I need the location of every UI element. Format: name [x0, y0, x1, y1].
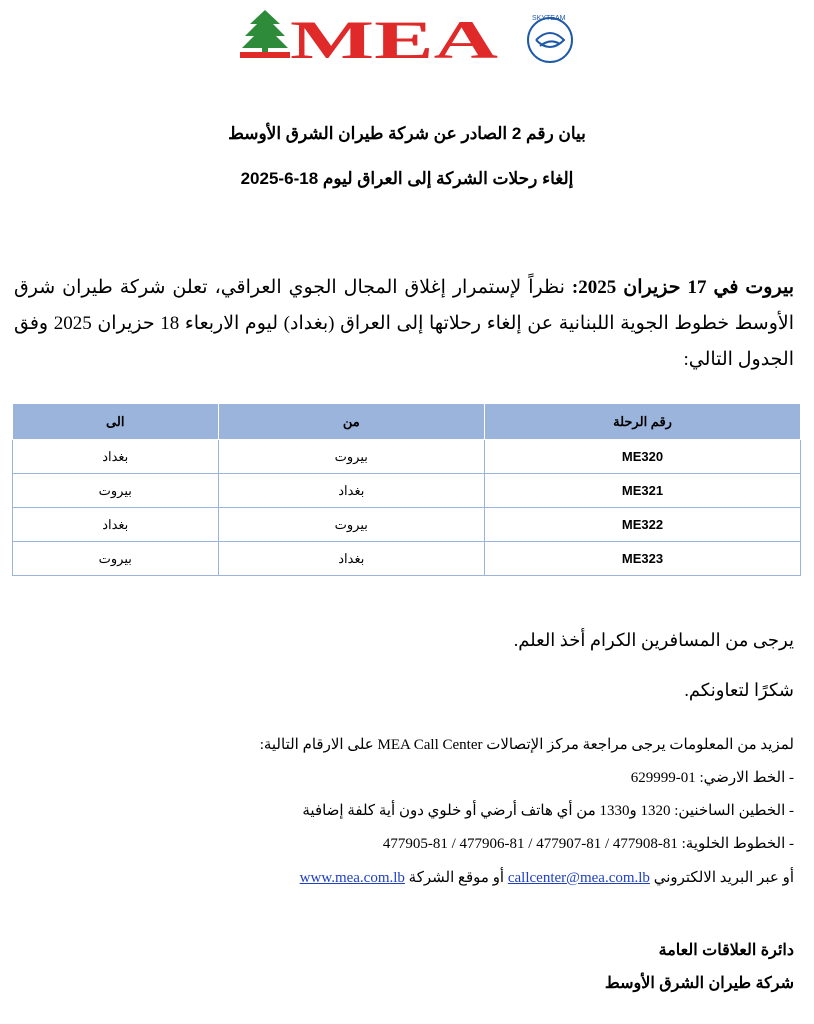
thanks-note: شكرًا لتعاونكم.	[684, 680, 794, 700]
skyteam-label: SKYTEAM	[532, 15, 566, 22]
table-row	[13, 440, 801, 474]
intro-lead: بيروت في 17 حزيران 2025:	[571, 277, 794, 298]
flights-table	[12, 403, 801, 576]
flight-from: بيروت	[218, 440, 485, 474]
flight-to: بيروت	[13, 542, 219, 576]
table-row	[13, 542, 801, 576]
header-from: من	[218, 404, 485, 440]
header-flight: رقم الرحلة	[485, 404, 801, 440]
website-link[interactable]: www.mea.com.lb	[299, 870, 405, 886]
statement-title: بيان رقم 2 الصادر عن شركة طيران الشرق الأوسط	[228, 124, 586, 143]
site-prefix: أو موقع الشركة	[408, 870, 505, 886]
flight-number: ME322	[485, 508, 801, 542]
mea-logo	[240, 8, 580, 66]
contact-hotlines: - الخطين الساخنين: 1320 و1330 من أي هاتف أرضي أو خلوي دون أية كلفة إضافية	[302, 803, 794, 819]
email-link[interactable]: callcenter@mea.com.lb	[507, 870, 650, 886]
request-note: يرجى من المسافرين الكرام أخذ العلم.	[513, 630, 794, 650]
flight-from: بغداد	[218, 474, 485, 508]
contact-links	[300, 868, 794, 887]
email-prefix: أو عبر البريد الالكتروني	[653, 870, 794, 886]
flight-to: بيروت	[13, 474, 219, 508]
contact-intro: لمزيد من المعلومات يرجى مراجعة مركز الإتصالات MEA Call Center على الارقام التالية:	[259, 737, 794, 753]
flight-from: بيروت	[218, 508, 485, 542]
flight-number: ME321	[485, 474, 801, 508]
contact-landline: - الخط الارضي: 01-629999	[630, 770, 794, 786]
flight-from: بغداد	[218, 542, 485, 576]
signature-dept: دائرة العلاقات العامة	[658, 942, 794, 959]
table-row	[13, 508, 801, 542]
flight-to: بغداد	[13, 508, 219, 542]
logo-text: MEA	[290, 10, 499, 66]
intro-text: نظراً لإستمرار إغلاق المجال الجوي العراقي، تعلن شركة طيران شرق الأوسط خطوط الجوية اللبنانية عن إلغاء رحلاتها إلى العراق (بغداد) ليوم الاربعاء 18 حزيران 2025 وفق الجدول التالي:	[14, 277, 794, 370]
intro-paragraph	[14, 270, 794, 378]
skyteam-icon	[528, 15, 572, 62]
flight-to: بغداد	[13, 440, 219, 474]
contact-mobile: - الخطوط الخلوية: 81-477908 / 81-477907 / 81-477906 / 81-477905	[382, 836, 794, 852]
cedar-tree-icon	[240, 10, 290, 58]
signature-company: شركة طيران الشرق الأوسط	[604, 975, 794, 992]
table-row	[13, 474, 801, 508]
flight-number: ME320	[485, 440, 801, 474]
table-header-row	[13, 404, 801, 440]
flight-number: ME323	[485, 542, 801, 576]
header-to: الى	[13, 404, 219, 440]
statement-subtitle: إلغاء رحلات الشركة إلى العراق ليوم 18-6-2025	[240, 169, 574, 188]
